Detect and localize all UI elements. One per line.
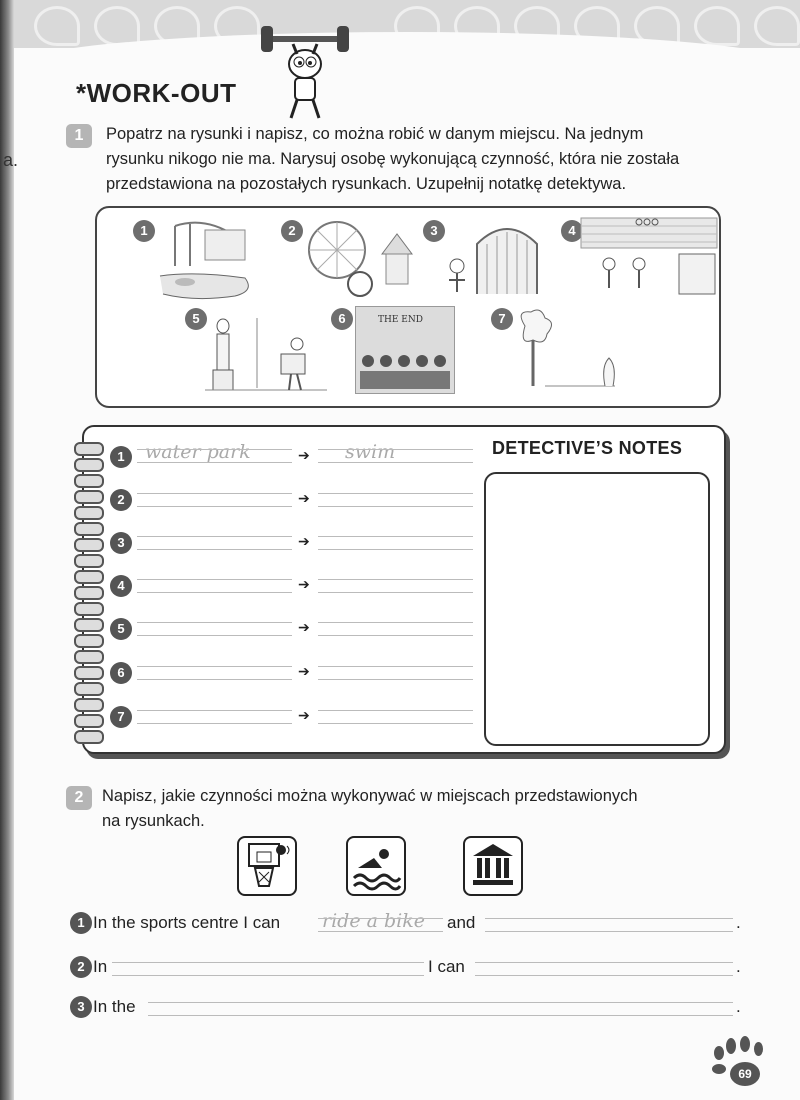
picture-number: 6 [331,308,353,330]
answer-line[interactable] [475,962,733,976]
activity-answer-line[interactable] [318,622,473,636]
fairground-picture [302,214,442,304]
place-answer: water park [145,441,251,463]
filled-answer: ride a bike [322,910,425,932]
sentence-text: I can [428,957,465,976]
park-picture [505,306,645,396]
arrow-icon: ➔ [298,663,310,679]
sentence-number: 1 [70,912,92,934]
picture-number: 1 [133,220,155,242]
instruction-line: na rysunkach. [102,812,205,830]
sentence-text: and [447,913,476,932]
exercise-2-instructions [102,784,722,834]
place-answer-line[interactable] [137,710,292,724]
pictures-panel [95,206,721,408]
sentence-text: In the sports centre I can [93,913,281,932]
row-number: 4 [110,575,132,597]
place-answer-line[interactable] [137,493,292,507]
picture-number: 4 [561,220,583,242]
row-number: 7 [110,706,132,728]
instruction-line: rysunku nikogo nie ma. Narysuj osobę wykonującą czynność, która nie została [106,150,680,168]
place-answer-line[interactable] [137,666,292,680]
activity-answer: swim [345,441,396,463]
exercise-number-badge: 2 [66,786,92,810]
row-number: 2 [110,489,132,511]
page-title: *WORK-OUT [76,78,237,108]
answer-line[interactable] [148,1002,733,1016]
activity-answer-line[interactable] [318,666,473,680]
detective-notes-box[interactable] [484,472,710,746]
sentence-text: In [93,957,108,976]
picture-number: 7 [491,308,513,330]
place-answer-line[interactable] [137,579,292,593]
decorative-top-band [14,0,800,48]
water-park-picture [155,216,295,306]
row-number: 6 [110,662,132,684]
picture-number: 5 [185,308,207,330]
zoo-picture [437,214,577,304]
exercise-1-instructions [106,122,706,197]
arrow-icon: ➔ [298,576,310,592]
instruction-line: Popatrz na rysunki i napisz, co można robić w danym miejscu. Na jednym [106,125,644,143]
row-number: 1 [110,446,132,468]
activity-answer-line[interactable] [318,710,473,724]
arrow-icon: ➔ [298,490,310,506]
previous-page-fragment: a. [3,150,19,170]
activity-answer-line[interactable] [318,579,473,593]
place-answer-line[interactable] [137,536,292,550]
arrow-icon: ➔ [298,707,310,723]
row-number: 5 [110,618,132,640]
swimming-icon [346,836,406,896]
sentence-end: . [736,913,741,932]
row-number: 3 [110,532,132,554]
activity-answer-line[interactable] [318,536,473,550]
arrow-icon: ➔ [298,447,310,463]
arrow-icon: ➔ [298,619,310,635]
stadium-picture [579,214,719,304]
arrow-icon: ➔ [298,533,310,549]
answer-line[interactable] [112,962,424,976]
weightlifter-mascot-icon [255,22,355,122]
sentence-end: . [736,997,741,1016]
sentence-number: 2 [70,956,92,978]
museum-icon [463,836,523,896]
exercise-number-badge: 1 [66,124,92,148]
cinema-picture [355,306,455,394]
sentence-text: In the [93,997,136,1016]
instruction-line: przedstawiona na pozostałych rysunkach. Uzupełnij notatkę detektywa. [106,175,627,193]
answer-line[interactable] [485,918,733,932]
movie-screen-caption: THE END [378,315,423,325]
picture-number: 2 [281,220,303,242]
page-number: 69 [730,1062,760,1086]
sentence-number: 3 [70,996,92,1018]
place-answer-line[interactable] [137,622,292,636]
picture-number: 3 [423,220,445,242]
sentence-end: . [736,957,741,976]
instruction-line: Napisz, jakie czynności można wykonywać w miejscach przedstawionych [102,787,638,805]
detective-notes-title: DETECTIVE’S NOTES [492,438,683,458]
basketball-icon [237,836,297,896]
audience-seats-icon [356,347,454,393]
museum-picture [197,308,337,398]
activity-answer-line[interactable] [318,493,473,507]
